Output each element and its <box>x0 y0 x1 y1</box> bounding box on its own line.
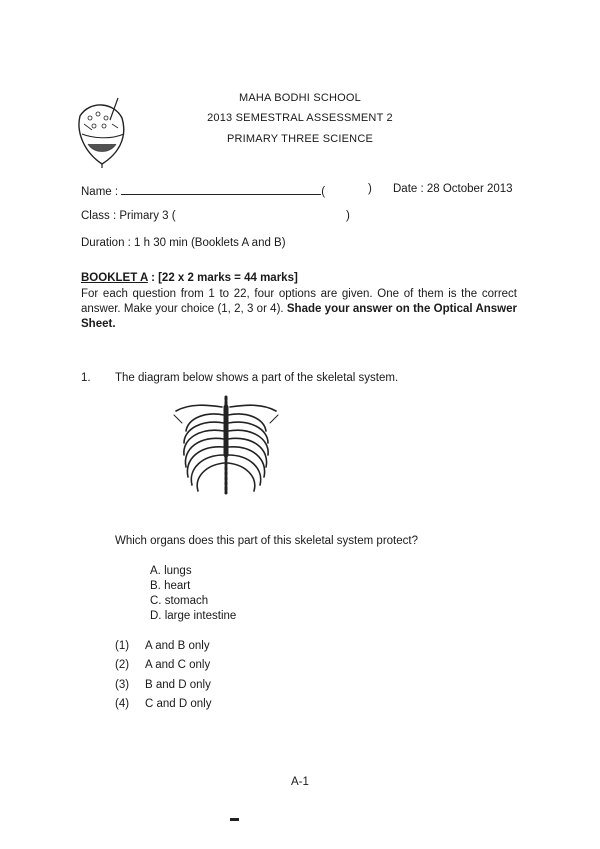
duration: Duration : 1 h 30 min (Booklets A and B) <box>81 237 286 249</box>
option-text: large intestine <box>164 610 237 622</box>
option-c <box>150 595 208 607</box>
booklet-heading <box>81 272 298 284</box>
option-letter: C. <box>150 595 162 607</box>
option-text: stomach <box>164 595 209 607</box>
booklet-instructions <box>81 287 517 332</box>
option-text: lungs <box>164 565 192 577</box>
choice-2-number: (2) <box>115 659 130 671</box>
class-field: Class : Primary 3 ( <box>81 210 176 222</box>
option-text: heart <box>164 580 191 592</box>
choice-2-text: A and C only <box>145 659 211 671</box>
booklet-marks: : [22 x 2 marks = 44 marks] <box>151 272 298 284</box>
name-label: Name : <box>81 186 119 198</box>
subject-title: PRIMARY THREE SCIENCE <box>226 133 373 145</box>
question-prompt: Which organs does this part of this skeletal system protect? <box>115 535 418 547</box>
exam-date: Date : 28 October 2013 <box>393 183 513 195</box>
option-a <box>150 565 192 577</box>
choice-4-text: C and D only <box>145 698 212 710</box>
option-d <box>150 610 236 622</box>
school-logo <box>74 94 130 168</box>
page-number: A-1 <box>291 776 309 788</box>
instruction-text: For each question from 1 to 22, four options are given. One of them is the correct answer. Make your choice (1, 2, 3 or 4). <box>81 288 517 315</box>
class-close-paren: ) <box>346 210 350 222</box>
choice-1-number: (1) <box>115 640 130 652</box>
question-stem: The diagram below shows a part of the skeletal system. <box>115 372 399 384</box>
name-field <box>81 183 325 198</box>
choice-4-number: (4) <box>115 698 130 710</box>
school-name: MAHA BODHI SCHOOL <box>239 92 361 104</box>
booklet-title: BOOKLET A <box>81 272 148 284</box>
option-letter: A. <box>150 565 161 577</box>
rib-cage-diagram <box>170 393 282 505</box>
register-close-paren: ) <box>368 183 372 195</box>
choice-1-text: A and B only <box>145 640 210 652</box>
choice-3-number: (3) <box>115 679 130 691</box>
choice-3-text: B and D only <box>145 679 211 691</box>
register-open-paren: ( <box>321 186 326 198</box>
assessment-title: 2013 SEMESTRAL ASSESSMENT 2 <box>207 112 393 124</box>
option-b <box>150 580 190 592</box>
instruction-emphasis: Shade your answer on the Optical Answer Sheet. <box>81 303 517 330</box>
name-blank[interactable] <box>121 183 321 195</box>
option-letter: B. <box>150 580 161 592</box>
scan-mark <box>230 818 239 821</box>
option-letter: D. <box>150 610 162 622</box>
question-number: 1. <box>81 372 91 384</box>
